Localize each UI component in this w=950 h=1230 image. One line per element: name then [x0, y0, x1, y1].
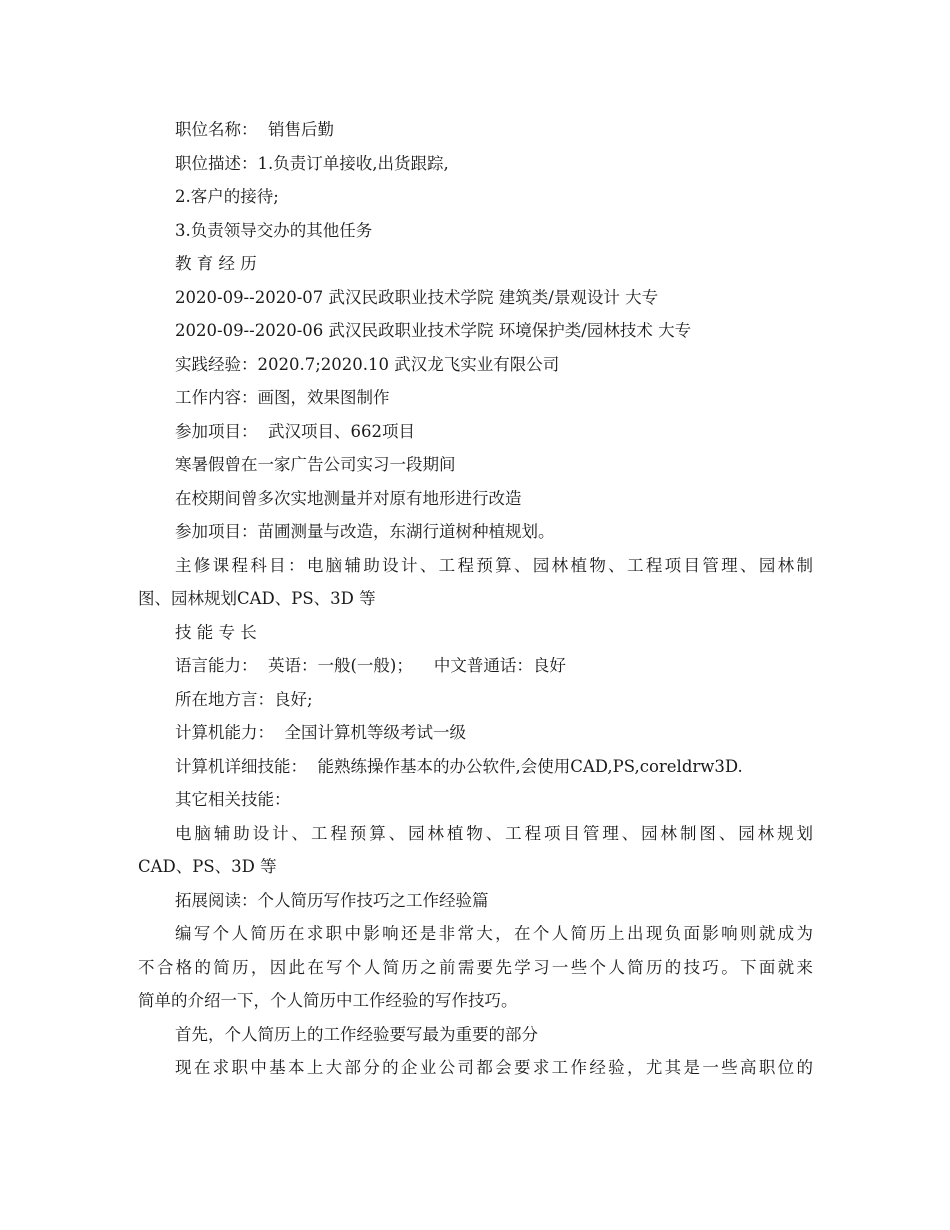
other-skills-line: 电脑辅助设计、工程预算、园林植物、工程项目管理、园林制图、园林规划 [175, 823, 813, 843]
projects-line: 参加项目： 武汉项目、662项目 [175, 421, 415, 441]
work-content-line: 工作内容：画图，效果图制作 [175, 388, 390, 407]
extended-reading-title: 拓展阅读：个人简历写作技巧之工作经验篇 [175, 890, 489, 910]
other-skills-line-cont: CAD、PS、3D 等 [138, 857, 277, 876]
paragraph-line: 简单的介绍一下，个人简历中工作经验的写作技巧。 [138, 991, 518, 1010]
job-description-line: 职位描述：1.负责订单接收,出货跟踪, [175, 153, 449, 173]
section-heading-skills: 技 能 专 长 [175, 622, 257, 642]
job-title-line: 职位名称： 销售后勤 [175, 120, 334, 139]
job-description-item-3: 3.负责领导交办的其他任务 [175, 220, 373, 240]
paragraph-line: 编写个人简历在求职中影响还是非常大，在个人简历上出现负面影响则就成为 [175, 924, 813, 943]
practice-experience-line: 实践经验：2020.7;2020.10 武汉龙飞实业有限公司 [175, 354, 560, 374]
education-entry: 2020-09--2020-07 武汉民政职业技术学院 建筑类/景观设计 大专 [175, 287, 659, 307]
computer-skills-line: 计算机详细技能： 能熟练操作基本的办公软件,会使用CAD,PS,coreldrw3D. [175, 756, 743, 776]
survey-line: 在校期间曾多次实地测量并对原有地形进行改造 [175, 488, 522, 508]
document-body [138, 113, 813, 1085]
education-entry: 2020-09--2020-06 武汉民政职业技术学院 环境保护类/园林技术 大专 [175, 321, 692, 340]
language-skills-line: 语言能力： 英语：一般(一般)； 中文普通话：良好 [175, 656, 566, 675]
paragraph-line: 首先，个人简历上的工作经验要写最为重要的部分 [175, 1024, 538, 1044]
projects-line-2: 参加项目：苗圃测量与改造，东湖行道树种植规划。 [175, 522, 555, 541]
computer-ability-line: 计算机能力： 全国计算机等级考试一级 [175, 723, 466, 742]
other-skills-label: 其它相关技能： [175, 790, 291, 809]
job-description-item-2: 2.客户的接待; [175, 187, 279, 206]
dialect-line: 所在地方言：良好; [175, 689, 313, 709]
section-heading-education: 教 育 经 历 [175, 254, 257, 273]
courses-line: 主修课程科目：电脑辅助设计、工程预算、园林植物、工程项目管理、园林制 [175, 555, 813, 575]
paragraph-line: 不合格的简历，因此在写个人简历之前需要先学习一些个人简历的技巧。下面就来 [138, 957, 813, 977]
internship-line: 寒暑假曾在一家广告公司实习一段期间 [175, 455, 456, 474]
courses-line-cont: 图、园林规划CAD、PS、3D 等 [138, 589, 376, 608]
paragraph-line: 现在求职中基本上大部分的企业公司都会要求工作经验，尤其是一些高职位的 [175, 1058, 813, 1077]
